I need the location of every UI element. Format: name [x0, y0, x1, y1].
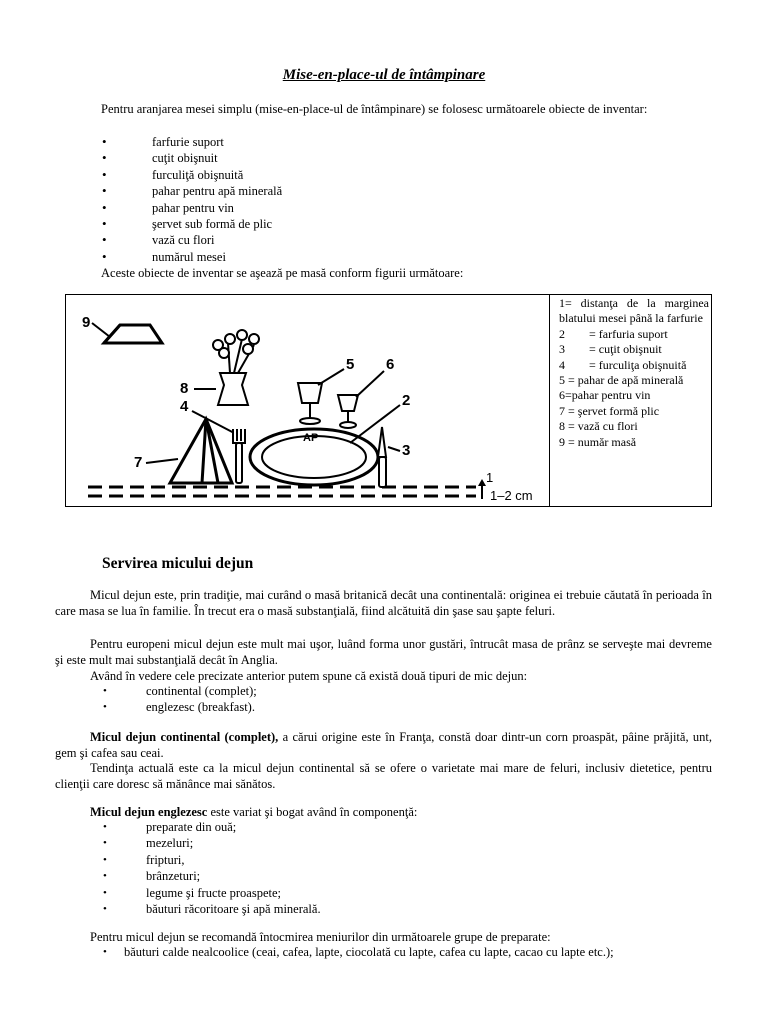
- water-glass: [298, 383, 322, 424]
- label-5: 5: [346, 356, 355, 373]
- list-item: • englezesc (breakfast).: [100, 699, 257, 715]
- intro-paragraph: Pentru aranjarea mesei simplu (mise-en-place-ul de întâmpinare) se folosesc următoarele obiecte de inventar:: [101, 102, 648, 116]
- legend-item: 3 = cuţit obişnuit: [559, 342, 662, 357]
- list-item: • cuţit obişnuit: [102, 150, 282, 166]
- paragraph-3: Având în vedere cele precizate anterior putem spune că există două tipuri de mic dejun:: [90, 669, 528, 683]
- legend-item: 8 = vază cu flori: [559, 419, 638, 434]
- section-heading: Servirea micului dejun: [102, 555, 254, 572]
- fork: [233, 429, 245, 483]
- trend-paragraph: Tendinţa actuală este ca la micul dejun continental să se ofere o varietate mai mare de feluri, inclusiv dietetice, pentru clienţii care doresc să mănânce mai sănătos.: [55, 761, 712, 791]
- figure-intro: Aceste obiecte de inventar se aşează pe masă conform figurii următoare:: [101, 266, 464, 280]
- list-item: • mezeluri;: [100, 835, 321, 851]
- label-3: 3: [402, 442, 411, 459]
- label-1: 1: [486, 470, 494, 485]
- paragraph-2: Pentru europeni micul dejun este mult mai uşor, luând forma unor gustări, întrucât masa de prânz se serveşte mai devreme şi este mult mai substanţială decât în Anglia.: [55, 637, 712, 667]
- menu-items-list: [100, 944, 614, 960]
- list-item: • continental (complet);: [100, 683, 257, 699]
- legend-item: 4 = furculiţa obişnuită: [559, 357, 687, 372]
- figure-divider: [549, 295, 550, 506]
- inventory-list: [102, 134, 282, 265]
- list-item: • pahar pentru apă minerală: [102, 183, 282, 199]
- wine-glass: [338, 395, 358, 428]
- figure-legend: [559, 296, 709, 450]
- table-setting-drawing: [66, 295, 549, 506]
- label-9: 9: [82, 314, 91, 331]
- list-item: • fripturi,: [100, 852, 321, 868]
- legend-item: 1= distanţa de la marginea blatului mesei până la farfurie: [559, 296, 709, 326]
- legend-item: 9 = număr masă: [559, 434, 637, 449]
- list-item: • numărul mesei: [102, 249, 282, 265]
- english-items-list: [100, 819, 321, 917]
- list-item: • şervet sub formă de plic: [102, 216, 282, 232]
- knife: [378, 427, 386, 487]
- continental-paragraph: Micul dejun continental (complet), a cărui origine este în Franţa, constă doar dintr-un corn proaspăt, pâine prăjită, unt, gem şi cafea sau ceai.: [55, 730, 712, 760]
- list-item: • băuturi calde nealcoolice (ceai, cafea, lapte, ciocolată cu lapte, cafea cu lapte, cacao cu lapte etc.);: [100, 944, 614, 960]
- legend-item: 6=pahar pentru vin: [559, 388, 651, 403]
- legend-item: 5 = pahar de apă minerală: [559, 373, 684, 388]
- plate-text: AP: [303, 432, 319, 444]
- document-title: Mise-en-place-ul de întâmpinare: [282, 67, 486, 83]
- distance-label: 1–2 cm: [490, 488, 533, 503]
- vase-with-flowers: [213, 330, 259, 405]
- list-item: • farfurie suport: [102, 134, 282, 150]
- table-setting-figure: [65, 294, 712, 507]
- menu-paragraph: Pentru micul dejun se recomandă întocmirea meniurilor din următoarele grupe de preparate:: [90, 930, 551, 944]
- label-2: 2: [402, 392, 411, 409]
- breakfast-types-list: [100, 683, 257, 716]
- paragraph-1: Micul dejun este, prin tradiţie, mai curând o masă britanică decât una continentală: originea ei trebuie căutată în perioada în care masa se lua în familie. În trecut era o masă substanţială, fiind alcătuită din şase sau şapte feluri.: [55, 588, 712, 618]
- legend-item: 7 = şervet formă plic: [559, 403, 660, 418]
- list-item: • legume şi fructe proaspete;: [100, 885, 321, 901]
- list-item: • vază cu flori: [102, 232, 282, 248]
- label-6: 6: [386, 356, 395, 373]
- list-item: • băuturi răcoritoare şi apă minerală.: [100, 901, 321, 917]
- list-item: • brânzeturi;: [100, 868, 321, 884]
- list-item: • furculiţă obişnuită: [102, 167, 282, 183]
- label-8: 8: [180, 380, 189, 397]
- label-4: 4: [180, 398, 189, 415]
- label-7: 7: [134, 454, 143, 471]
- list-item: • preparate din ouă;: [100, 819, 321, 835]
- napkin-envelope: [170, 419, 232, 483]
- english-paragraph: Micul dejun englezesc este variat şi bogat având în componenţă:: [90, 805, 418, 819]
- list-item: • pahar pentru vin: [102, 200, 282, 216]
- legend-item: 2 = farfuria suport: [559, 326, 668, 341]
